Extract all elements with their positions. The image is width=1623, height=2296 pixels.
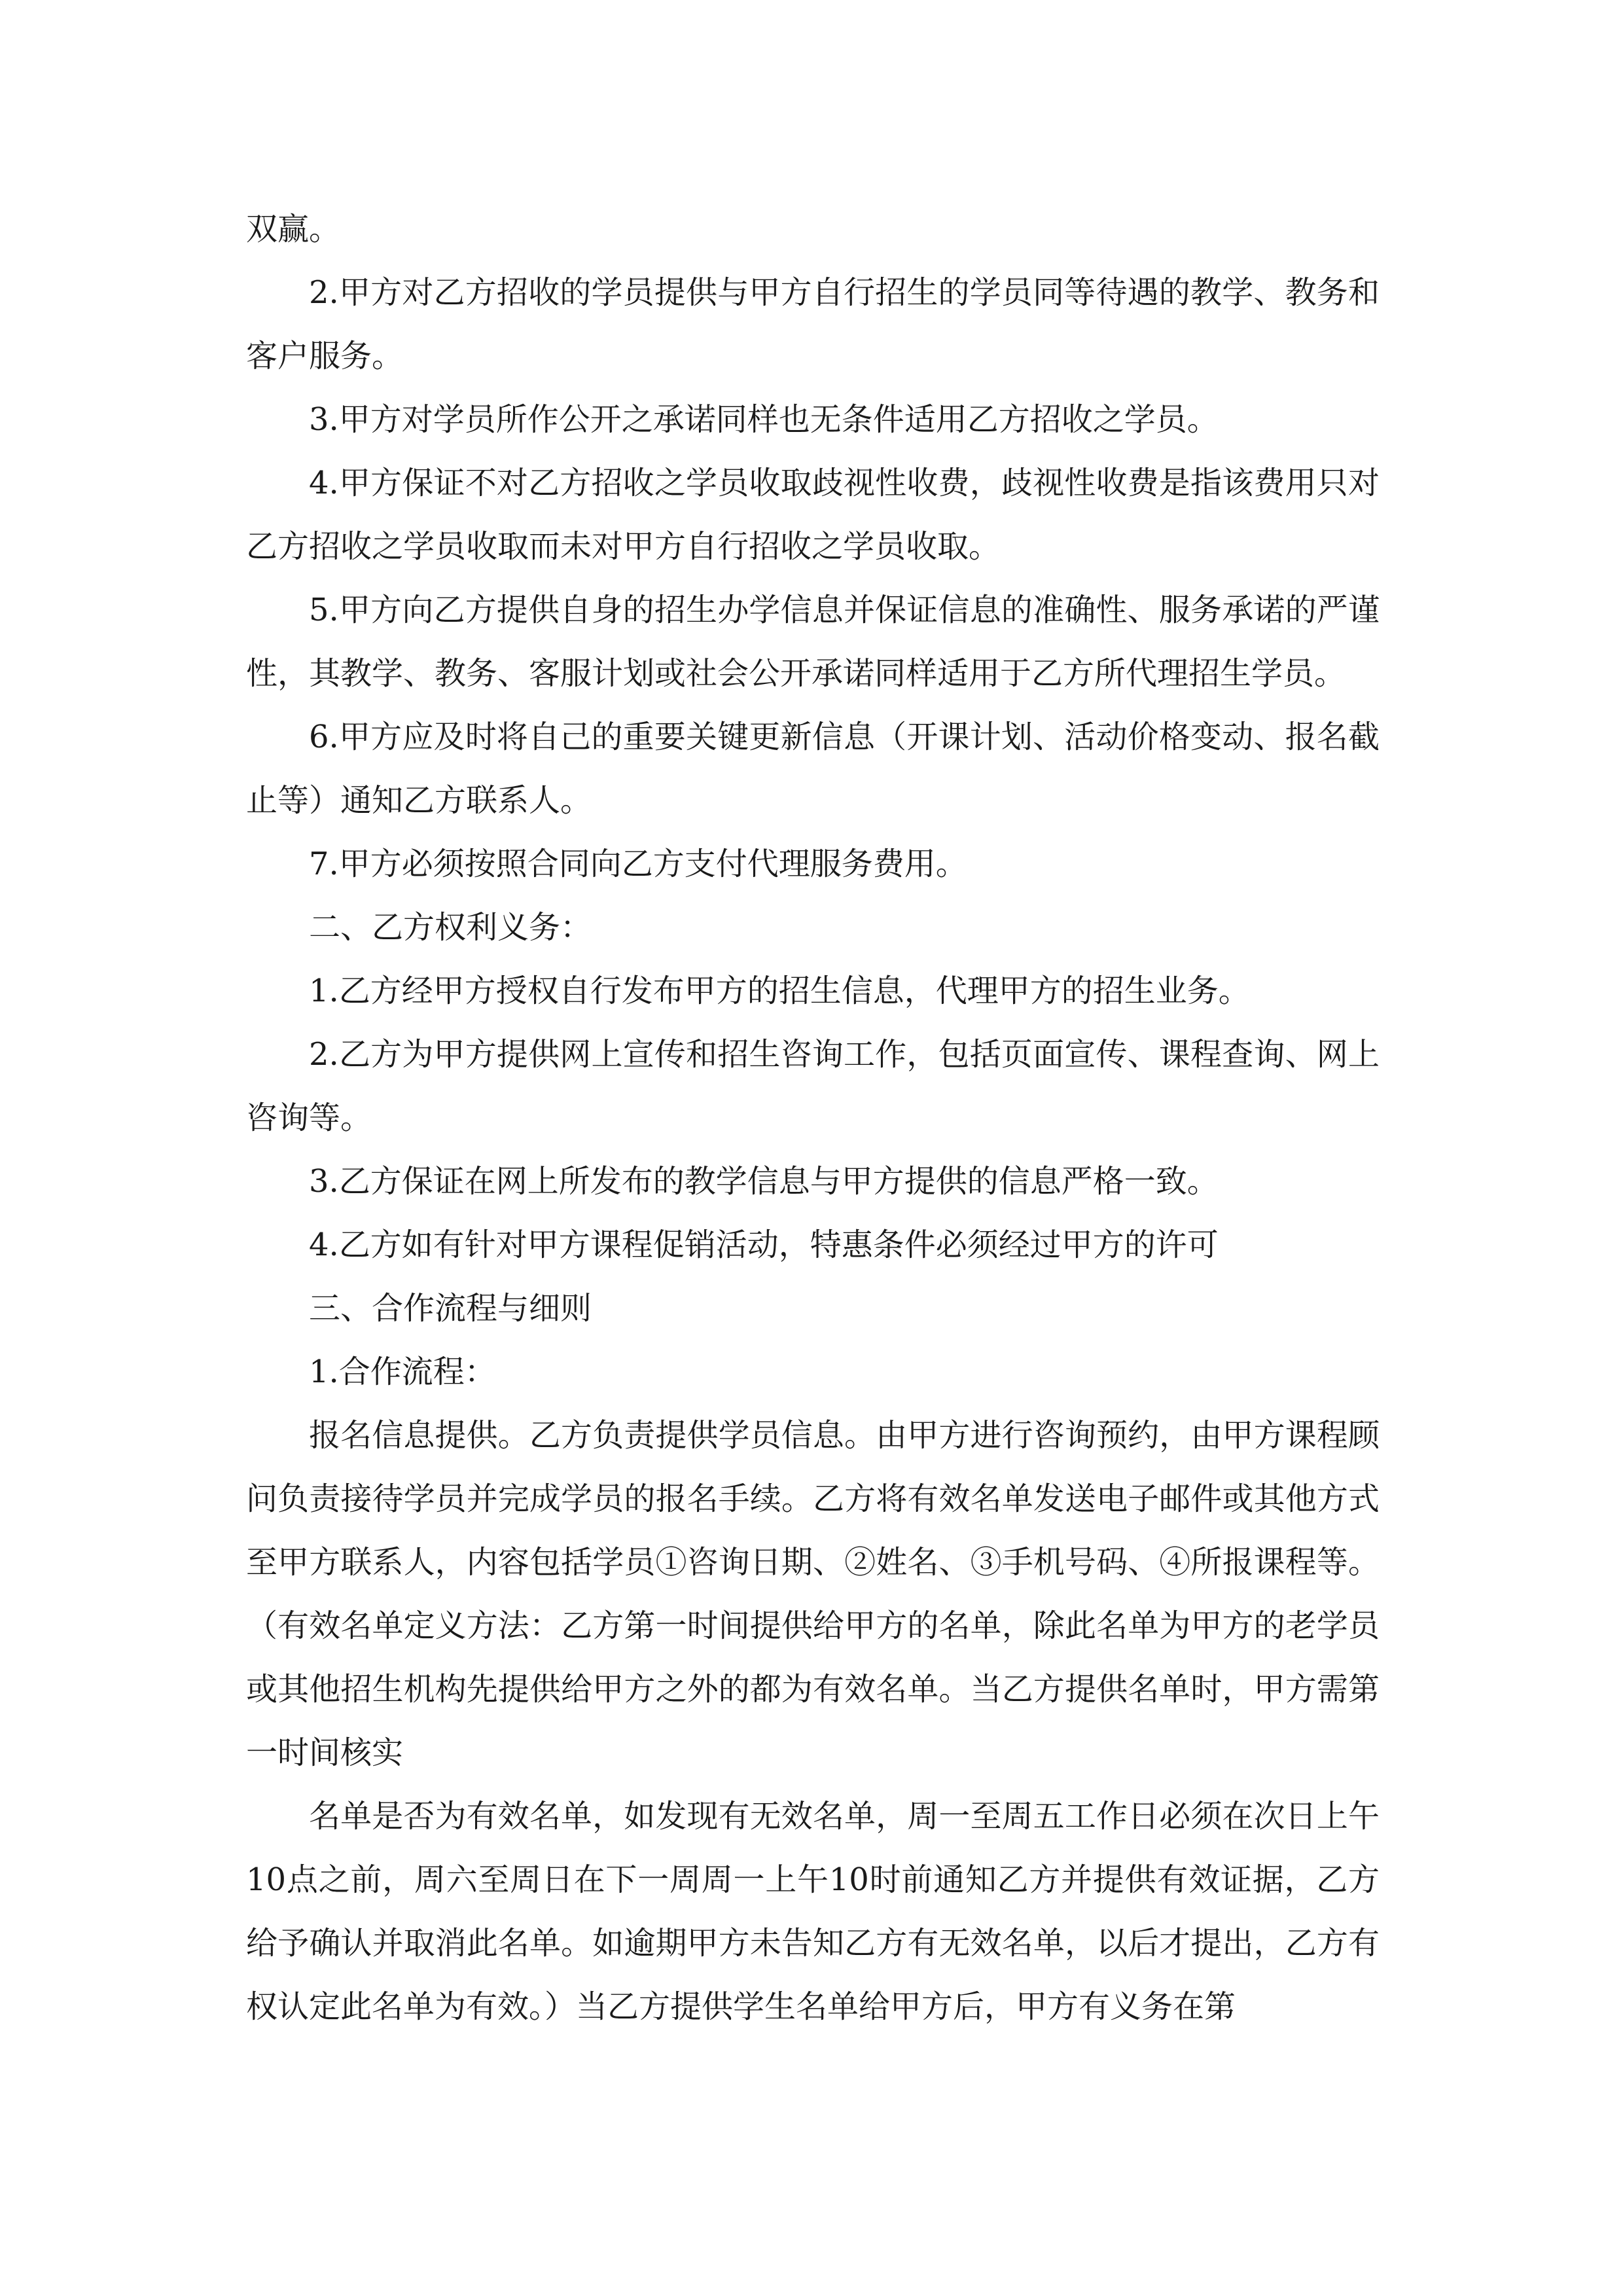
paragraph: 3.甲方对学员所作公开之承诺同样也无条件适用乙方招收之学员。: [309, 401, 1219, 438]
paragraph: 2.甲方对乙方招收的学员提供与甲方自行招生的学员同等待遇的教学、教务和客户服务。: [246, 274, 1380, 374]
paragraph: 4.甲方保证不对乙方招收之学员收取歧视性收费，歧视性收费是指该费用只对乙方招收之学员收取而未对甲方自行招收之学员收取。: [246, 465, 1380, 565]
paragraph: 3.乙方保证在网上所发布的教学信息与甲方提供的信息严格一致。: [309, 1163, 1219, 1200]
paragraph: 7.甲方必须按照合同向乙方支付代理服务费用。: [309, 846, 967, 882]
subsection-heading: 1.合作流程：: [309, 1354, 496, 1390]
paragraph: 报名信息提供。乙方负责提供学员信息。由甲方进行咨询预约，由甲方课程顾问负责接待学员并完成学员的报名手续。乙方将有效名单发送电子邮件或其他方式至甲方联系人，内容包括学员①咨询日期、②姓名、③手机号码、④所报课程等。（有效名单定义方法：乙方第一时间提供给甲方的名单，除此名单为甲方的老学员或其他招生机构先提供给甲方之外的都为有效名单。当乙方提供名单时，甲方需第一时间核实: [246, 1417, 1380, 1771]
paragraph: 6.甲方应及时将自己的重要关键更新信息（开课计划、活动价格变动、报名截止等）通知乙方联系人。: [246, 719, 1380, 819]
section-heading: 二、乙方权利义务：: [309, 909, 592, 946]
paragraph: 双赢。: [246, 211, 341, 247]
paragraph: 2.乙方为甲方提供网上宣传和招生咨询工作，包括页面宣传、课程查询、网上咨询等。: [246, 1036, 1380, 1136]
paragraph: 5.甲方向乙方提供自身的招生办学信息并保证信息的准确性、服务承诺的严谨性，其教学、教务、客服计划或社会公开承诺同样适用于乙方所代理招生学员。: [246, 592, 1380, 692]
paragraph: 名单是否为有效名单，如发现有无效名单，周一至周五工作日必须在次日上午10点之前，周六至周日在下一周周一上午10时前通知乙方并提供有效证据，乙方给予确认并取消此名单。如逾期甲方未告知乙方有无效名单，以后才提出，乙方有权认定此名单为有效。）当乙方提供学生名单给甲方后，甲方有义务在第: [246, 1798, 1380, 2025]
paragraph: 4.乙方如有针对甲方课程促销活动，特惠条件必须经过甲方的许可: [309, 1227, 1219, 1263]
section-heading: 三、合作流程与细则: [309, 1290, 592, 1327]
document-body: [246, 198, 1380, 2039]
paragraph: 1.乙方经甲方授权自行发布甲方的招生信息，代理甲方的招生业务。: [309, 973, 1250, 1009]
